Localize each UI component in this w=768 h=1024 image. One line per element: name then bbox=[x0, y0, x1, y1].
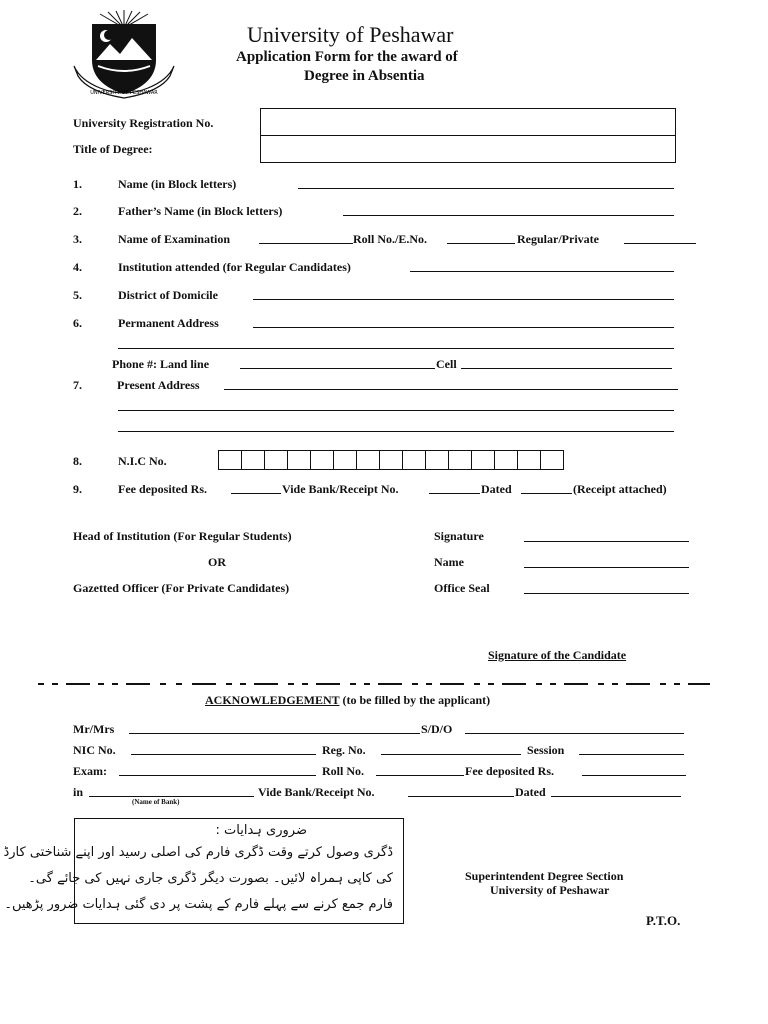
ack-mrmrs-label: Mr/Mrs bbox=[73, 722, 115, 736]
exam-name-label: Name of Examination bbox=[118, 232, 230, 246]
vide-bank-label: Vide Bank/Receipt No. bbox=[282, 482, 399, 496]
item-number: 1. bbox=[73, 177, 82, 191]
ack-exam-label: Exam: bbox=[73, 764, 107, 778]
phone-label: Phone #: Land line bbox=[112, 357, 210, 371]
permanent-address-field-2[interactable] bbox=[118, 348, 674, 349]
ack-in-label: in bbox=[73, 785, 84, 799]
or-label: OR bbox=[208, 555, 226, 569]
urdu-heading: ضروری ہدایات : bbox=[215, 823, 307, 838]
present-address-field[interactable] bbox=[224, 389, 678, 390]
ack-reg-label: Reg. No. bbox=[322, 743, 366, 757]
acknowledgement-heading bbox=[205, 693, 490, 707]
item-number: 4. bbox=[73, 260, 82, 274]
form-title-line1: Application Form for the award of bbox=[236, 49, 458, 65]
present-address-field-3[interactable] bbox=[118, 431, 674, 432]
signature-field[interactable] bbox=[524, 541, 689, 542]
ack-reg-field[interactable] bbox=[381, 754, 521, 755]
vide-bank-field[interactable] bbox=[429, 493, 480, 494]
ack-mrmrs-field[interactable] bbox=[129, 733, 420, 734]
ack-dated-field[interactable] bbox=[551, 796, 681, 797]
ack-session-label: Session bbox=[527, 743, 565, 757]
ack-roll-field[interactable] bbox=[376, 775, 464, 776]
office-seal-label: Office Seal bbox=[434, 581, 490, 595]
regular-private-field[interactable] bbox=[624, 243, 696, 244]
regular-private-label: Regular/Private bbox=[517, 232, 599, 246]
university-logo bbox=[70, 10, 178, 100]
cell-field[interactable] bbox=[461, 368, 672, 369]
head-institution-label: Head of Institution (For Regular Students) bbox=[73, 529, 292, 543]
reg-no-label: University Registration No. bbox=[73, 116, 214, 130]
roll-no-field[interactable] bbox=[447, 243, 515, 244]
name-field[interactable] bbox=[298, 188, 674, 189]
item-number: 7. bbox=[73, 378, 82, 392]
fee-field[interactable] bbox=[231, 493, 281, 494]
superintendent-label: Superintendent Degree Section bbox=[465, 869, 624, 883]
item-number: 5. bbox=[73, 288, 82, 302]
receipt-attached-label: (Receipt attached) bbox=[573, 482, 667, 496]
office-seal-field[interactable] bbox=[524, 593, 689, 594]
exam-name-field[interactable] bbox=[259, 243, 353, 244]
father-name-field[interactable] bbox=[343, 215, 674, 216]
domicile-field[interactable] bbox=[253, 299, 674, 300]
footer-university: University of Peshawar bbox=[490, 883, 610, 897]
ack-dated-label: Dated bbox=[515, 785, 546, 799]
institution-label: Institution attended (for Regular Candidates) bbox=[118, 260, 351, 274]
pto-label: P.T.O. bbox=[646, 913, 681, 928]
ack-nic-field[interactable] bbox=[131, 754, 316, 755]
ack-session-field[interactable] bbox=[579, 754, 684, 755]
ack-name-of-bank-caption: (Name of Bank) bbox=[132, 798, 180, 806]
attest-name-field[interactable] bbox=[524, 567, 689, 568]
ack-vide-field[interactable] bbox=[408, 796, 514, 797]
title-degree-label: Title of Degree: bbox=[73, 142, 153, 156]
domicile-label: District of Domicile bbox=[118, 288, 218, 302]
ack-sdo-field[interactable] bbox=[465, 733, 684, 734]
permanent-address-field[interactable] bbox=[253, 327, 674, 328]
ack-title-note: (to be filled by the applicant) bbox=[342, 693, 491, 707]
dated-label: Dated bbox=[481, 482, 512, 496]
present-address-label: Present Address bbox=[117, 378, 200, 392]
item-number: 6. bbox=[73, 316, 82, 330]
ack-fee-field[interactable] bbox=[582, 775, 686, 776]
signature-label: Signature bbox=[434, 529, 484, 543]
item-number: 8. bbox=[73, 454, 82, 468]
svg-text:UNIVERSITY OF PESHAWAR: UNIVERSITY OF PESHAWAR bbox=[90, 90, 158, 96]
title-degree-input[interactable] bbox=[260, 135, 676, 163]
ack-fee-label: Fee deposited Rs. bbox=[465, 764, 554, 778]
present-address-field-2[interactable] bbox=[118, 410, 674, 411]
item-number: 9. bbox=[73, 482, 82, 496]
urdu-line-3: فارم جمع کرنے سے پہلے فارم کے پشت پر دی گئی ہدایات ضرور پڑھیں۔ bbox=[4, 897, 393, 912]
ack-exam-field[interactable] bbox=[119, 775, 316, 776]
gazetted-officer-label: Gazetted Officer (For Private Candidates) bbox=[73, 581, 290, 595]
reg-no-input[interactable] bbox=[260, 108, 676, 136]
university-title: University of Peshawar bbox=[247, 22, 454, 47]
ack-roll-label: Roll No. bbox=[322, 764, 364, 778]
item-number: 2. bbox=[73, 204, 82, 218]
ack-bank-field[interactable] bbox=[89, 796, 254, 797]
ack-nic-label: NIC No. bbox=[73, 743, 116, 757]
cell-label: Cell bbox=[436, 357, 457, 371]
dated-field[interactable] bbox=[521, 493, 572, 494]
ack-vide-label: Vide Bank/Receipt No. bbox=[258, 785, 375, 799]
candidate-signature-label: Signature of the Candidate bbox=[488, 648, 627, 662]
form-title-line2: Degree in Absentia bbox=[304, 68, 425, 84]
item-number: 3. bbox=[73, 232, 82, 246]
fee-label: Fee deposited Rs. bbox=[118, 482, 207, 496]
urdu-line-2: کی کاپی ہمراہ لائیں۔ بصورت دیگر ڈگری جاری نہیں کی جائے گی۔ bbox=[28, 871, 393, 886]
father-name-label: Father’s Name (in Block letters) bbox=[118, 204, 283, 218]
urdu-instructions-box bbox=[3, 818, 404, 924]
urdu-line-1: ڈگری وصول کرتے وقت ڈگری فارم کی اصلی رسید اور اپنے شناختی کارڈ bbox=[3, 845, 393, 860]
roll-no-label: Roll No./E.No. bbox=[353, 232, 428, 246]
landline-field[interactable] bbox=[240, 368, 435, 369]
ack-sdo-label: S/D/O bbox=[421, 722, 453, 736]
nic-label: N.I.C No. bbox=[118, 454, 167, 468]
nic-digit-boxes[interactable] bbox=[218, 450, 564, 470]
name-label: Name (in Block letters) bbox=[118, 177, 237, 191]
attest-name-label: Name bbox=[434, 555, 464, 569]
permanent-address-label: Permanent Address bbox=[118, 316, 219, 330]
ack-title: ACKNOWLEDGEMENT bbox=[205, 693, 340, 707]
institution-field[interactable] bbox=[410, 271, 674, 272]
